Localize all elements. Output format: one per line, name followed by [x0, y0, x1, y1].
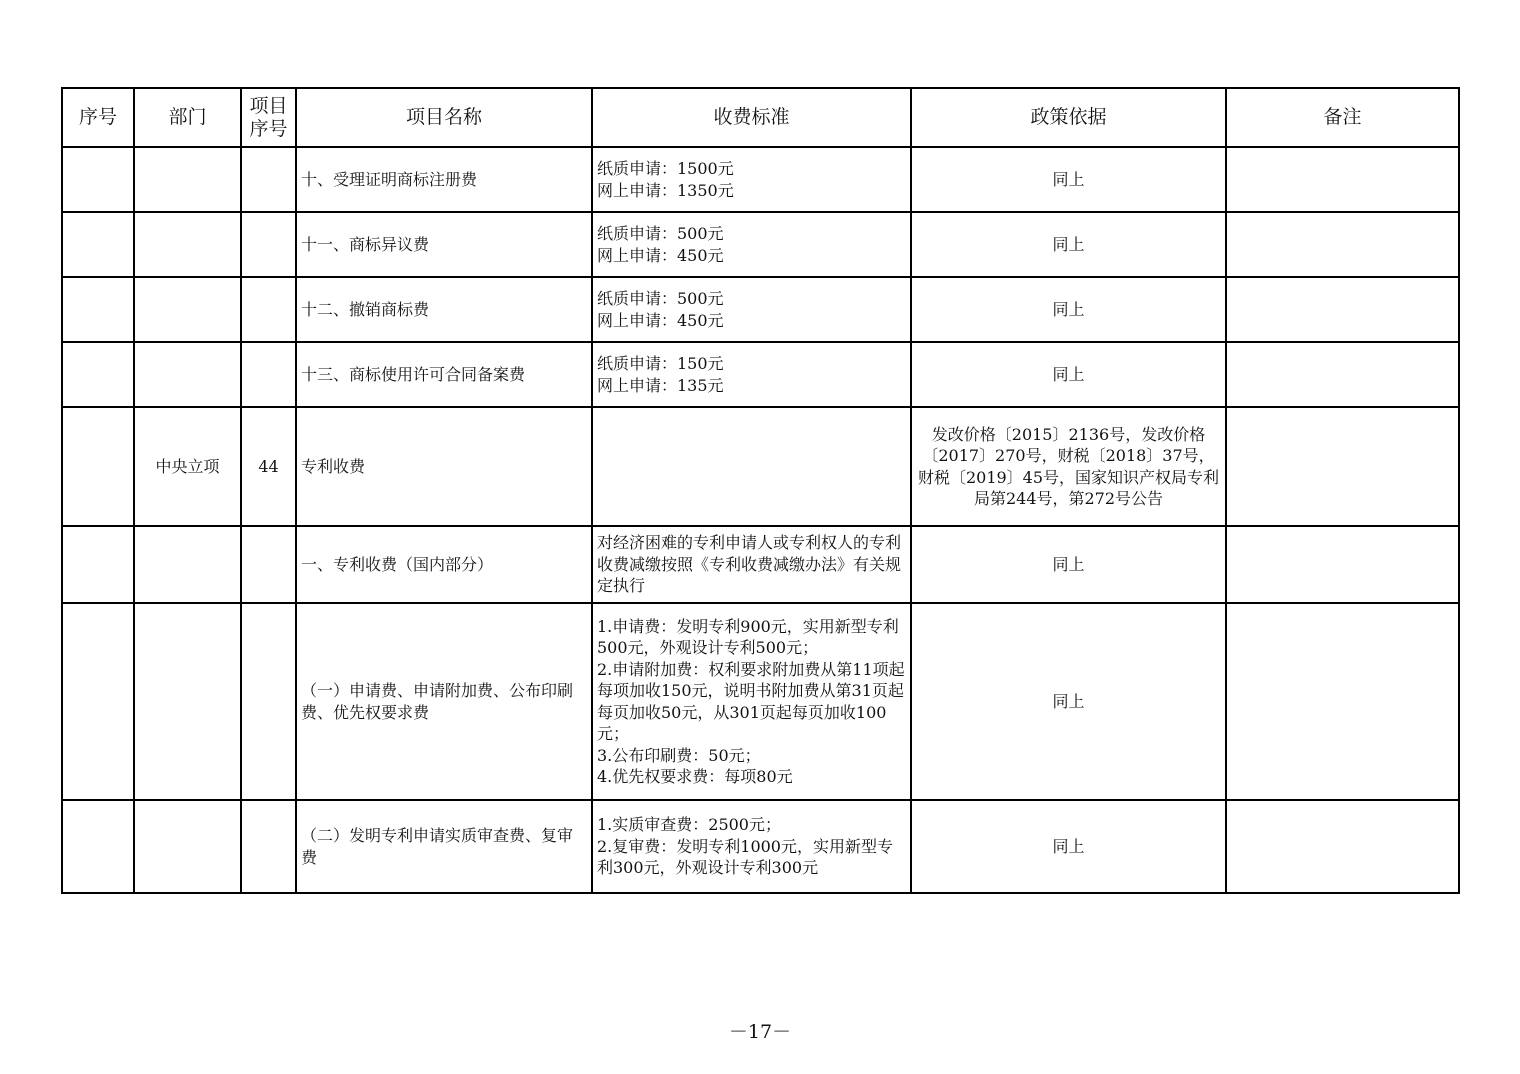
header-note: 备注 [1226, 88, 1459, 147]
table-row [62, 212, 1459, 277]
cell-dept [134, 277, 241, 342]
cell-policy-basis: 同上 [911, 526, 1226, 603]
table-row [62, 526, 1459, 603]
cell-policy-basis: 同上 [911, 147, 1226, 212]
cell-policy-basis: 同上 [911, 342, 1226, 407]
header-fee-standard: 收费标准 [592, 88, 911, 147]
cell-item-name: （二）发明专利申请实质审查费、复审费 [296, 800, 592, 893]
header-seq: 序号 [62, 88, 134, 147]
cell-seq [62, 407, 134, 526]
cell-item-name: 一、专利收费（国内部分） [296, 526, 592, 603]
cell-note [1226, 342, 1459, 407]
cell-dept [134, 526, 241, 603]
cell-item-no [241, 342, 296, 407]
cell-item-no [241, 526, 296, 603]
cell-fee-standard: 1.申请费：发明专利900元，实用新型专利500元，外观设计专利500元； 2.申请附加费：权利要求附加费从第11项起每项加收150元，说明书附加费从第31页起每页加收50元，从301页起每页加收100元； 3.公布印刷费：50元； 4.优先权要求费：每项80元 [592, 603, 911, 800]
cell-note [1226, 277, 1459, 342]
cell-note [1226, 526, 1459, 603]
cell-policy-basis: 同上 [911, 800, 1226, 893]
cell-policy-basis: 同上 [911, 277, 1226, 342]
table-row [62, 342, 1459, 407]
cell-fee-standard: 1.实质审查费：2500元； 2.复审费：发明专利1000元，实用新型专利300元，外观设计专利300元 [592, 800, 911, 893]
cell-item-name: 十二、撤销商标费 [296, 277, 592, 342]
cell-policy-basis: 同上 [911, 212, 1226, 277]
cell-seq [62, 603, 134, 800]
cell-item-no: 44 [241, 407, 296, 526]
cell-dept: 中央立项 [134, 407, 241, 526]
cell-note [1226, 212, 1459, 277]
cell-note [1226, 603, 1459, 800]
cell-seq [62, 800, 134, 893]
cell-seq [62, 277, 134, 342]
table-row [62, 407, 1459, 526]
cell-dept [134, 342, 241, 407]
header-item-name: 项目名称 [296, 88, 592, 147]
cell-dept [134, 147, 241, 212]
cell-seq [62, 212, 134, 277]
cell-item-no [241, 147, 296, 212]
cell-item-name: 专利收费 [296, 407, 592, 526]
cell-seq [62, 342, 134, 407]
cell-item-no [241, 277, 296, 342]
cell-policy-basis: 同上 [911, 603, 1226, 800]
header-item-no: 项目 序号 [241, 88, 296, 147]
cell-item-name: 十三、商标使用许可合同备案费 [296, 342, 592, 407]
cell-policy-basis: 发改价格〔2015〕2136号，发改价格〔2017〕270号，财税〔2018〕37号，财税〔2019〕45号，国家知识产权局专利局第244号，第272号公告 [911, 407, 1226, 526]
table-row [62, 277, 1459, 342]
cell-note [1226, 407, 1459, 526]
page-number: －17－ [728, 1021, 792, 1043]
cell-dept [134, 212, 241, 277]
table-row [62, 603, 1459, 800]
header-policy-basis: 政策依据 [911, 88, 1226, 147]
cell-fee-standard: 纸质申请：1500元 网上申请：1350元 [592, 147, 911, 212]
cell-item-name: （一）申请费、申请附加费、公布印刷费、优先权要求费 [296, 603, 592, 800]
header-dept: 部门 [134, 88, 241, 147]
fee-table [61, 87, 1460, 894]
cell-note [1226, 147, 1459, 212]
table-row [62, 800, 1459, 893]
cell-item-name: 十一、商标异议费 [296, 212, 592, 277]
cell-fee-standard: 纸质申请：500元 网上申请：450元 [592, 277, 911, 342]
table-row [62, 147, 1459, 212]
table-header-row [62, 88, 1459, 147]
cell-fee-standard: 对经济困难的专利申请人或专利权人的专利收费减缴按照《专利收费减缴办法》有关规定执行 [592, 526, 911, 603]
cell-dept [134, 603, 241, 800]
cell-seq [62, 147, 134, 212]
cell-seq [62, 526, 134, 603]
cell-item-no [241, 212, 296, 277]
cell-fee-standard: 纸质申请：500元 网上申请：450元 [592, 212, 911, 277]
cell-fee-standard [592, 407, 911, 526]
cell-item-no [241, 603, 296, 800]
cell-item-name: 十、受理证明商标注册费 [296, 147, 592, 212]
cell-note [1226, 800, 1459, 893]
cell-dept [134, 800, 241, 893]
cell-item-no [241, 800, 296, 893]
cell-fee-standard: 纸质申请：150元 网上申请：135元 [592, 342, 911, 407]
